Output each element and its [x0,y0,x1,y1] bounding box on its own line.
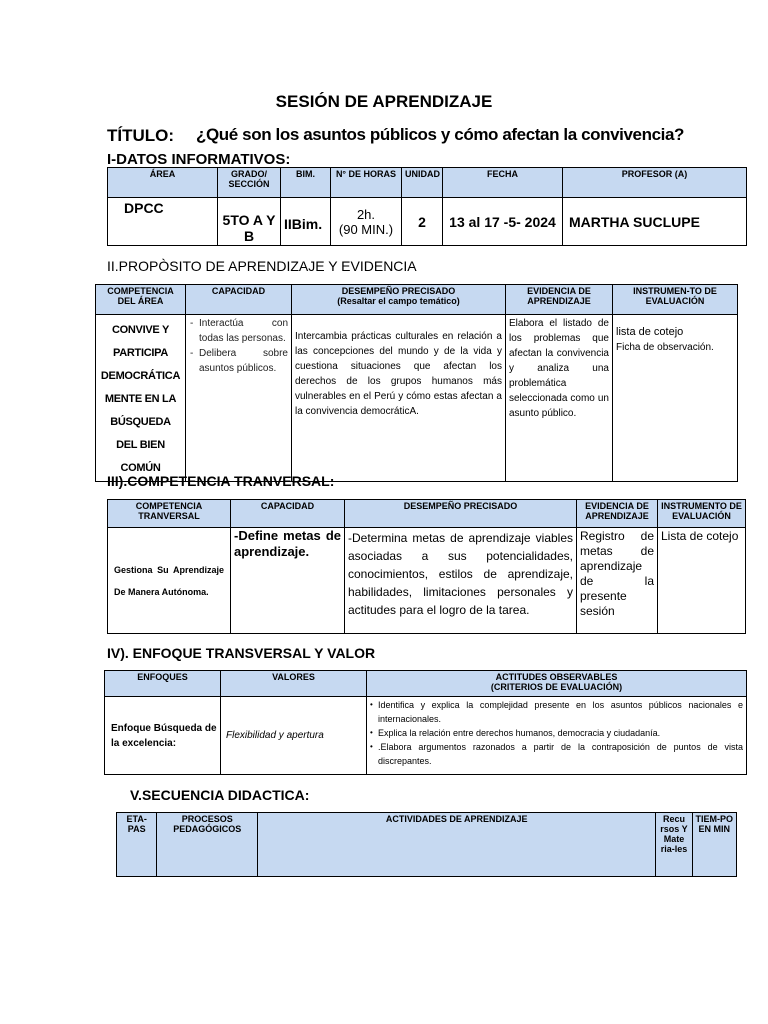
actitud-item: • .Elabora argumentos razonados a partir de la contraposición de puntos de vista discrepantes. [378,740,743,768]
header-area: ÁREA [108,168,218,198]
header-enfoques: ENFOQUES [105,671,221,697]
desempeno-value: Intercambia prácticas culturales en relación a las concepciones del mundo y de la vida y cuestiona situaciones que afectan los derechos de los grupos humanos más vulnerables en el Perú y cómo estas afectan a la convivencia democráticA. [292,315,506,482]
header-horas: N° DE HORAS [331,168,402,198]
header-evidencia-transversal: EVIDENCIA DE APRENDIZAJE [577,500,658,528]
proposito-table [95,284,738,482]
section-proposito-prefix: II. [107,258,119,274]
evidencia-transversal-value: Registro de metas de aprendizaje de la presente sesión [577,528,658,634]
capacidad-transversal-value: -Define metas de aprendizaje. [231,528,345,634]
header-tiempo: TIEM-PO EN MIN [692,813,736,877]
fecha-value: 13 al 17 -5- 2024 [443,198,563,246]
header-valores: VALORES [221,671,367,697]
header-capacidad-transversal: CAPACIDAD [231,500,345,528]
header-bim: BIM. [281,168,331,198]
area-value: DPCC [108,198,218,246]
grado-value: 5TO A Y B [218,198,281,246]
header-desempeno-label: DESEMPEÑO PRECISADO [341,286,456,296]
instrumento-cell [613,315,738,482]
header-evidencia: EVIDENCIA DE APRENDIZAJE [506,285,613,315]
actitud-item: • Explica la relación entre derechos humanos, democracia y ciudadanía. [378,726,743,740]
header-unidad: UNIDAD [402,168,443,198]
header-recursos: Recu rsos Y Mate ria-les [656,813,692,877]
instrumento-2: Ficha de observación. [616,342,714,353]
secuencia-table [116,812,737,877]
competencia-area-value: CONVIVE Y PARTICIPA DEMOCRÁTICA MENTE EN LA BÚSQUEDA DEL BIEN COMÚN [96,315,186,482]
page-title: SESIÓN DE APRENDIZAJE [275,92,493,111]
bim-value: IIBim. [281,198,331,246]
profesor-value: MARTHA SUCLUPE [563,198,747,246]
header-actitudes [367,671,747,697]
header-competencia-transversal: COMPETENCIA TRANVERSAL [108,500,231,528]
section-competencia-transversal: III).COMPETENCIA TRANVERSAL: [107,473,335,489]
header-desempeno [292,285,506,315]
competencia-transversal-value: Gestiona Su Aprendizaje De Manera Autónoma. [108,528,231,634]
section-enfoque: IV). ENFOQUE TRANSVERSAL Y VALOR [107,645,376,661]
header-actitudes-label: ACTITUDES OBSERVABLES [495,672,618,682]
header-fecha: FECHA [443,168,563,198]
header-procesos: PROCESOS PEDAGÓGICOS [157,813,258,877]
section-proposito [107,258,417,274]
datos-table [107,167,747,246]
capacidad-item: - Delibera sobre asuntos públicos. [199,346,288,376]
header-competencia-area: COMPETENCIA DEL ÁREA [96,285,186,315]
minutos-value: (90 MIN.) [338,221,394,237]
valor-value: Flexibilidad y apertura [221,697,367,775]
actitudes-cell [367,697,747,775]
enfoque-table [104,670,747,775]
header-instrumento: INSTRUMEN-TO DE EVALUACIÓN [613,285,738,315]
header-grado: GRADO/ SECCIÓN [218,168,281,198]
horas-value: 2h. [356,206,376,222]
header-desempeno-sub: (Resaltar el campo temático) [337,296,460,306]
header-etapas: ETA-PAS [117,813,157,877]
header-actitudes-sub: (CRITERIOS DE EVALUACIÓN) [490,682,623,692]
enfoque-value: Enfoque Búsqueda de la excelencia: [105,697,221,775]
header-actividades: ACTIVIDADES DE APRENDIZAJE [258,813,656,877]
instrumento-1: lista de cotejo [616,326,684,338]
titulo-label: TÍTULO: [107,126,175,145]
actitud-item: • Identifica y explica la complejidad presente en los asuntos públicos nacionales e internacionales. [378,698,743,726]
capacidad-item: - Interactúa con todas las personas. [199,316,288,346]
evidencia-value: Elabora el listado de los problemas que afectan la convivencia y analiza una problemática seleccionada como un asunto público. [506,315,613,482]
horas-cell [331,198,402,246]
titulo-text: ¿Qué son los asuntos públicos y cómo afectan la convivencia? [196,125,685,144]
desempeno-transversal-value: -Determina metas de aprendizaje viables asociadas a sus potencialidades, conocimientos, estilos de aprendizaje, habilidades, limitaciones personales y actitudes para el logro de la tarea. [345,528,577,634]
instrumento-transversal-value: Lista de cotejo [658,528,746,634]
capacidad-cell [186,315,292,482]
section-proposito-label: PROPÒSITO DE APRENDIZAJE Y EVIDENCIA [118,258,417,274]
unidad-value: 2 [402,198,443,246]
transversal-table [107,499,746,634]
header-capacidad: CAPACIDAD [186,285,292,315]
section-datos-informativos: I-DATOS INFORMATIVOS: [107,151,291,168]
header-instrumento-transversal: INSTRUMENTO DE EVALUACIÓN [658,500,746,528]
header-profesor: PROFESOR (A) [563,168,747,198]
header-desempeno-transversal: DESEMPEÑO PRECISADO [345,500,577,528]
section-secuencia: V.SECUENCIA DIDACTICA: [130,787,310,803]
